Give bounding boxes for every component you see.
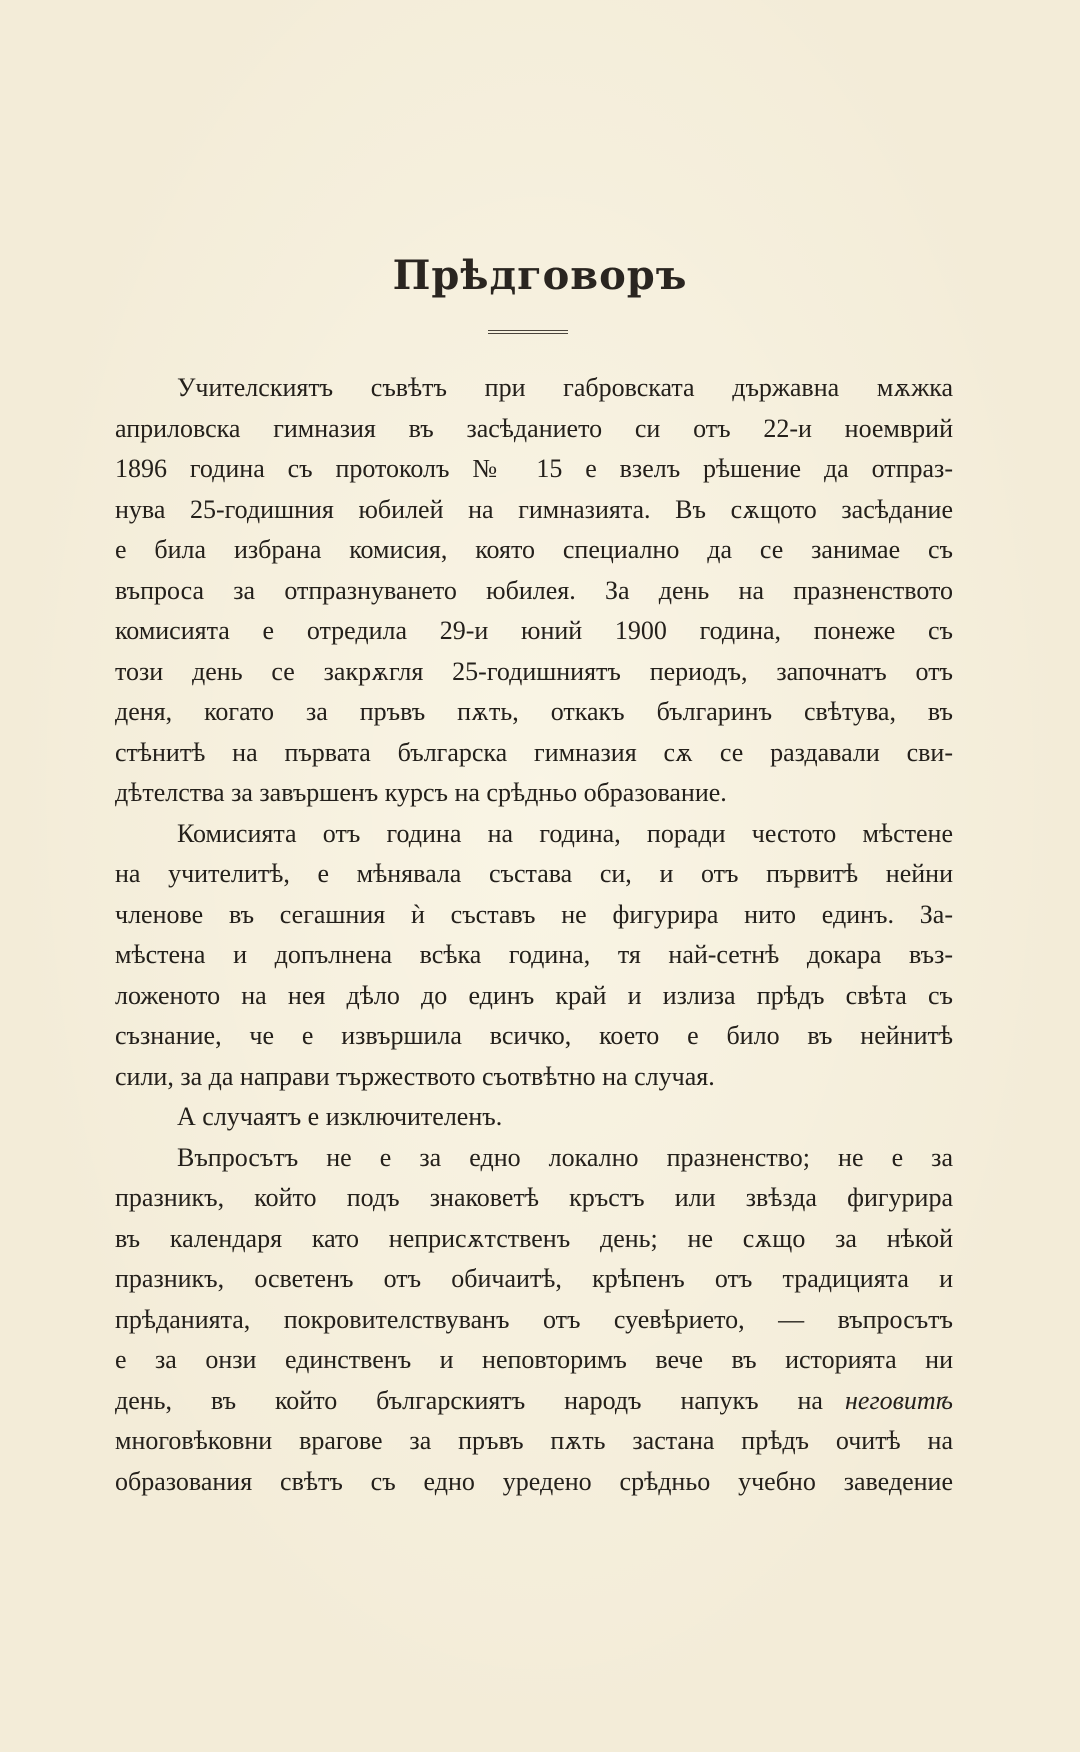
- text-line: комисията е отредила 29-и юний 1900 година, понеже съ: [115, 616, 953, 645]
- text-line: прѣданията, покровителствуванъ отъ суевѣрието, — въпросътъ: [115, 1304, 953, 1334]
- text-line: този день се закрѫгля 25-годишниятъ периодъ, започнатъ отъ: [115, 656, 953, 686]
- text-line: Учителскиятъ съвѣтъ при габровската държавна мѫжка: [177, 373, 953, 402]
- text-line: А случаятъ е изключителенъ.: [177, 1102, 503, 1131]
- text-line: деня, когато за пръвъ пѫть, откакъ българинъ свѣтува, въ: [115, 697, 953, 726]
- text-line: ложеното на нея дѣло до единъ край и излиза прѣдъ свѣта съ: [115, 980, 953, 1010]
- body-text: [115, 368, 953, 1502]
- word: въ: [210, 1385, 237, 1415]
- word: на: [797, 1385, 823, 1415]
- text-line: членове въ сегашния ѝ съставъ не фигурира нито единъ. За-: [115, 899, 953, 929]
- text-line-with-italic: [115, 1381, 953, 1422]
- text-line: съзнание, че е извършила всичко, което е било въ нейнитѣ: [115, 1021, 953, 1050]
- text-line: нува 25-годишния юбилей на гимназията. Въ сѫщото засѣдание: [115, 494, 953, 524]
- word: който: [274, 1385, 338, 1415]
- word: българскиятъ: [376, 1385, 526, 1415]
- text-line: въ календаря като неприсѫтственъ день; не сѫщо за нѣкой: [115, 1223, 953, 1253]
- text-line: на учителитѣ, е мѣнявала състава си, и отъ първитѣ нейни: [115, 859, 953, 888]
- word: народъ: [564, 1385, 642, 1415]
- text-line: е била избрана комисия, която специално да се занимае съ: [115, 535, 953, 564]
- italic-word: неговитѣ: [845, 1385, 953, 1415]
- text-line: въпроса за отпразнуването юбилея. За день на празненството: [115, 575, 953, 605]
- text-line: дѣтелства за завършенъ курсъ на срѣдньо образование.: [115, 778, 727, 807]
- word: напукъ: [680, 1385, 759, 1415]
- page-title: Прѣдговоръ: [392, 252, 688, 299]
- text-line: априловска гимназия въ засѣданието си отъ 22-и ноемврий: [115, 413, 953, 443]
- text-line: празникъ, осветенъ отъ обичаитѣ, крѣпенъ отъ традицията и: [115, 1264, 953, 1293]
- text-line: Комисията отъ година на година, поради честото мѣстене: [177, 818, 953, 848]
- text-line: мѣстена и допълнена всѣка година, тя най-сетнѣ докара въз-: [115, 940, 953, 969]
- text-line: многовѣковни врагове за пръвъ пѫть застана прѣдъ очитѣ на: [115, 1426, 953, 1455]
- text-line: образования свѣтъ съ едно уредено срѣдньо учебно заведение: [115, 1466, 953, 1496]
- word: день,: [115, 1385, 173, 1415]
- title-rule: [488, 330, 568, 334]
- text-line: сили, за да направи тържеството съотвѣтно на случая.: [115, 1061, 715, 1091]
- text-line: празникъ, който подъ знаковетѣ кръстъ или звѣзда фигурира: [115, 1183, 953, 1212]
- text-line: Въпросътъ не е за едно локално празненство; не е за: [177, 1142, 953, 1172]
- text-line: стѣнитѣ на първата българска гимназия сѫ се раздавали сви-: [115, 737, 953, 767]
- text-line: [115, 1381, 823, 1422]
- text-line: 1896 година съ протоколъ № 15 е взелъ рѣшение да отпраз-: [115, 454, 953, 483]
- text-line: е за онзи единственъ и неповторимъ вече въ историята ни: [115, 1345, 953, 1374]
